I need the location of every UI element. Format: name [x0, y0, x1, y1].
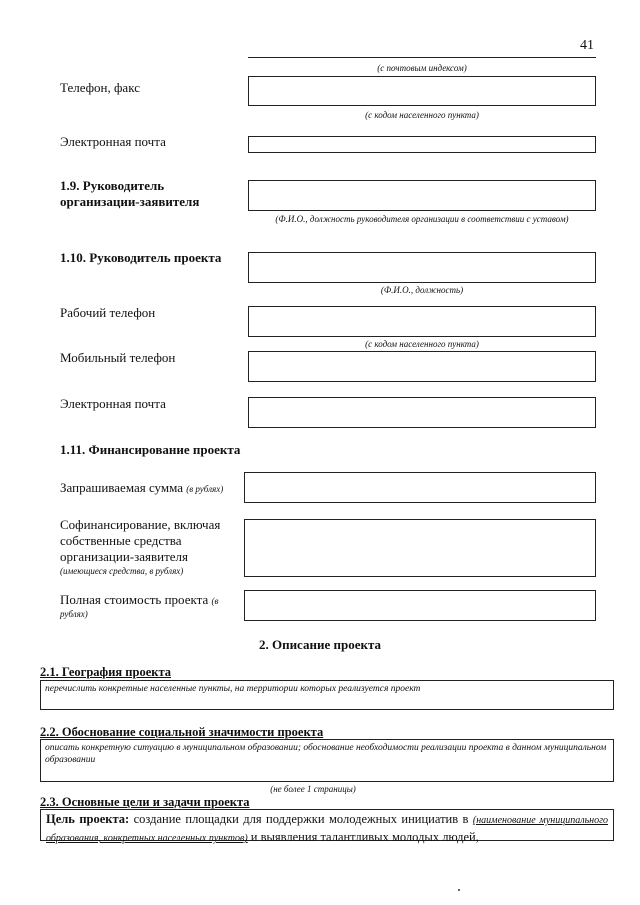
- geo-field[interactable]: [40, 680, 614, 710]
- head-fio-caption: (Ф.И.О., должность руководителя организации в соответствии с уставом): [275, 214, 569, 224]
- phone-codes-caption-2: (с кодом населенного пункта): [365, 339, 479, 349]
- phone-fax-field[interactable]: [248, 76, 596, 106]
- cofin-field[interactable]: [244, 519, 596, 577]
- requested-sum-label: [60, 480, 223, 497]
- social-title: 2.2. Обоснование социальной значимости проекта: [40, 725, 324, 739]
- total-cost-note-1: (в: [211, 596, 219, 606]
- goal-text-2: и выявления талантливых молодых людей,: [247, 830, 479, 844]
- leader-field[interactable]: [248, 252, 596, 283]
- geo-title: 2.1. География проекта: [40, 665, 171, 679]
- cofin-line2: собственные средства: [60, 533, 182, 548]
- goals-title: 2.3. Основные цели и задачи проекта: [40, 795, 250, 809]
- social-field[interactable]: [40, 739, 614, 782]
- work-phone-label: Рабочий телефон: [60, 305, 156, 320]
- financing-title: 1.11. Финансирование проекта: [60, 442, 241, 457]
- phone-codes-caption: (с кодом населенного пункта): [365, 110, 479, 120]
- mobile-phone-field[interactable]: [248, 351, 596, 382]
- goal-underlined: (наименование муниципального образования, конкретных населенных пунктов): [46, 815, 608, 844]
- cofin-label: [60, 517, 220, 578]
- email-field-2[interactable]: [248, 397, 596, 428]
- address-line[interactable]: [248, 57, 596, 58]
- phone-fax-label: Телефон, факс: [60, 80, 140, 95]
- total-cost-field[interactable]: [244, 590, 596, 621]
- cofin-note: (имеющиеся средства, в рублях): [60, 566, 184, 576]
- goal-label: Цель проекта:: [46, 812, 130, 826]
- head-title: [60, 178, 199, 210]
- requested-sum-note: (в рублях): [186, 484, 224, 494]
- total-cost-note-2: рублях): [60, 609, 88, 619]
- cofin-line1: Софинансирование, включая: [60, 517, 221, 532]
- email-field[interactable]: [248, 136, 596, 153]
- goal-field[interactable]: [40, 809, 614, 844]
- leader-fio-caption: (Ф.И.О., должность): [380, 285, 464, 295]
- work-phone-field[interactable]: [248, 306, 596, 337]
- leader-title: 1.10. Руководитель проекта: [60, 250, 222, 265]
- total-cost-text: Полная стоимость проекта: [60, 592, 209, 607]
- head-title-line2: организации-заявителя: [60, 194, 200, 209]
- head-title-line1: 1.9. Руководитель: [60, 178, 165, 193]
- head-field[interactable]: [248, 180, 596, 211]
- mobile-phone-label: Мобильный телефон: [60, 350, 176, 365]
- goal-text-1: создание площадки для поддержки молодежных инициатив в: [129, 812, 473, 826]
- email-label-2: Электронная почта: [60, 396, 166, 411]
- page-number: 41: [580, 38, 594, 53]
- one-page-caption: (не более 1 страницы): [270, 784, 356, 794]
- cofin-line3: организации-заявителя: [60, 549, 189, 564]
- requested-sum-text: Запрашиваемая сумма: [60, 480, 184, 495]
- geo-hint: перечислить конкретные населенные пункты, на территории которых реализуется проект: [45, 684, 421, 694]
- section2-title: 2. Описание проекта: [258, 637, 382, 652]
- postal-caption: (с почтовым индексом): [377, 63, 467, 73]
- social-hint: описать конкретную ситуацию в муниципальном образовании; обоснование необходимости реализации проекта в данном муниципальном образовании: [45, 743, 607, 765]
- requested-sum-field[interactable]: [244, 472, 596, 503]
- total-cost-label: [60, 592, 236, 620]
- scan-speck: [458, 889, 460, 891]
- email-label: Электронная почта: [60, 134, 166, 149]
